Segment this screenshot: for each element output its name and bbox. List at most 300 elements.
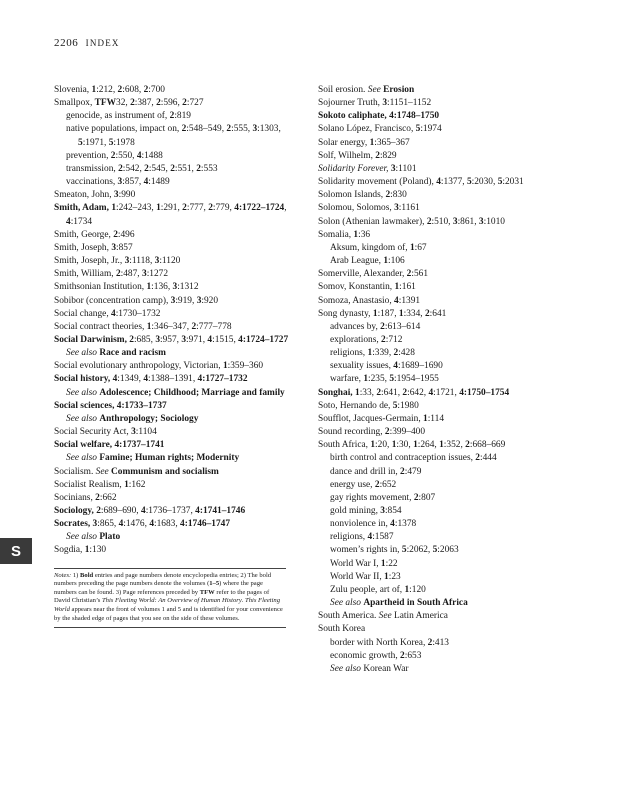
index-text-run: :551,: [174, 163, 197, 174]
index-entry: [318, 216, 568, 229]
index-text-run: 1: [370, 440, 376, 451]
index-text-run: :242–243,: [116, 203, 157, 214]
index-text-run: See also: [330, 663, 364, 674]
index-text-run: Solar energy,: [318, 137, 370, 148]
index-text-run: 2: [400, 650, 405, 661]
index-text-run: :23: [388, 571, 401, 582]
index-text-run: 3: [181, 334, 187, 345]
index-text-run: Race and racism: [99, 348, 166, 359]
index-text-run: nonviolence in,: [330, 519, 391, 530]
index-text-run: 2: [393, 348, 399, 359]
index-text-run: birth control and contraception issues,: [330, 453, 476, 464]
index-text-run: 3: [154, 256, 160, 267]
index-text-run: 2: [143, 85, 149, 95]
index-text-run: 4:1750–1754: [459, 387, 510, 398]
index-text-run: :264,: [417, 440, 440, 451]
index-text-run: 4:1722–1724: [234, 203, 285, 214]
index-text-run: :662: [99, 492, 117, 503]
index-text-run: :777,: [186, 203, 209, 214]
index-text-run: :700: [148, 85, 165, 95]
index-entry: [318, 413, 568, 426]
index-entry: [54, 373, 294, 386]
index-text-run: 3: [394, 203, 399, 214]
index-text-run: transmission,: [66, 163, 119, 174]
index-text-run: :346–347,: [151, 321, 192, 332]
index-text-run: :689–690,: [100, 506, 141, 516]
index-text-run: :387,: [134, 98, 157, 109]
index-text-run: :727: [186, 98, 204, 109]
index-text-run: 3: [131, 427, 136, 438]
index-text-run: :1974: [420, 124, 442, 135]
index-subentry: [318, 597, 568, 610]
index-text-run: 2: [374, 479, 380, 490]
index-text-run: :359–360: [227, 361, 264, 372]
index-text-run: 2: [375, 150, 380, 161]
index-text-run: :830: [390, 190, 407, 201]
index-text-run: :777–778: [196, 321, 232, 332]
index-text-run: Sokoto caliphate, 4:1748–1750: [318, 111, 440, 122]
index-text-run: 2: [376, 387, 382, 398]
index-text-run: :990: [118, 190, 136, 201]
index-text-run: 1: [384, 571, 389, 582]
index-text-run: :553: [200, 163, 218, 174]
index-entry: [54, 229, 294, 242]
index-text-run: Communism and socialism: [111, 466, 219, 477]
index-text-run: :652: [379, 479, 397, 490]
index-text-run: Socialist Realism,: [54, 479, 125, 490]
index-text-run: :1476,: [123, 519, 150, 530]
index-text-run: 4:1727–1732: [197, 374, 248, 385]
index-text-run: 2: [427, 637, 433, 648]
index-text-run: :685,: [133, 334, 156, 345]
index-text-run: ) where the page numbers can be found. 3) Page references preceded by: [54, 580, 263, 596]
index-text-run: 2: [182, 98, 187, 109]
index-text-run: :613–614: [384, 321, 421, 332]
index-text-run: :919,: [175, 295, 197, 306]
index-text-run: Socialism.: [54, 466, 96, 477]
index-text-run: :1104: [135, 427, 157, 438]
index-text-run: 5: [78, 137, 83, 148]
index-text-run: :561: [411, 269, 429, 280]
index-text-run: See also: [66, 532, 100, 543]
index-text-run: religions,: [330, 532, 368, 543]
index-entry: [318, 202, 568, 215]
index-text-run: 32,: [116, 98, 131, 109]
index-text-run: vaccinations,: [66, 177, 118, 188]
index-text-run: 4: [118, 519, 124, 530]
index-entry: [54, 518, 294, 531]
index-text-run: genocide, as instrument of,: [66, 111, 170, 122]
index-text-run: See also: [66, 348, 100, 359]
index-subentry: [318, 334, 568, 347]
index-text-run: 2: [118, 163, 123, 174]
index-subentry: [318, 518, 568, 531]
index-entry: [54, 295, 294, 308]
index-text-run: See also: [330, 598, 364, 609]
index-text-run: :1488: [141, 150, 163, 161]
index-text-run: 4: [111, 308, 116, 319]
index-text-run: Solano López, Francisco,: [318, 124, 416, 135]
index-text-run: 1: [156, 203, 161, 214]
index-text-run: Smith, George,: [54, 229, 114, 240]
index-text-run: :352,: [443, 440, 466, 451]
index-text-run: 2: [113, 229, 118, 240]
index-text-run: 5: [432, 545, 438, 556]
index-text-run: Soil erosion.: [318, 85, 368, 95]
index-subentry: [54, 413, 294, 426]
index-text-run: native populations, impact on,: [66, 124, 182, 135]
index-entry: [54, 189, 294, 202]
index-text-run: :114: [427, 413, 445, 424]
index-text-run: :413: [432, 637, 449, 648]
index-entry: [54, 268, 294, 281]
index-text-run: :542,: [122, 163, 145, 174]
index-text-run: :2062,: [406, 545, 433, 556]
index-text-run: 2: [384, 427, 390, 438]
index-text-run: 1: [439, 440, 444, 451]
index-text-run: :642,: [407, 387, 429, 398]
index-text-run: :30,: [396, 440, 414, 451]
index-text-run: Solomon Islands,: [318, 190, 386, 201]
index-text-run: Soufflot, Jacques-Germain,: [318, 413, 424, 424]
index-subentry: [318, 492, 568, 505]
index-text-run: 2: [475, 453, 480, 464]
index-text-run: :1388–1391,: [148, 374, 198, 385]
index-subentry: [318, 558, 568, 571]
index-text-run: Smith, Joseph, Jr.,: [54, 256, 125, 267]
index-subentry: [318, 571, 568, 584]
index-entry: [318, 189, 568, 202]
index-text-run: border with North Korea,: [330, 637, 428, 648]
index-text-run: :339,: [372, 348, 394, 359]
index-text-run: 2: [381, 334, 386, 345]
index-subentry: [318, 466, 568, 479]
index-subentry: [318, 321, 568, 334]
index-text-run: :2030,: [471, 177, 498, 188]
index-text-run: :1161: [398, 203, 420, 214]
index-text-run: 1: [111, 203, 116, 214]
index-text-run: 4: [136, 150, 142, 161]
index-text-run: Social welfare, 4:1737–1741: [54, 440, 165, 451]
index-text-run: advances by,: [330, 321, 381, 332]
index-text-run: 3: [111, 242, 116, 253]
index-text-run: 1: [84, 545, 90, 556]
index-text-run: :1101: [395, 163, 417, 174]
index-text-run: Solon (Athenian lawmaker),: [318, 216, 427, 227]
index-text-run: 4: [207, 334, 213, 345]
index-text-run: Plato: [99, 532, 121, 543]
index-text-run: :608,: [122, 85, 144, 95]
index-text-run: 4: [393, 361, 398, 372]
index-subentry: [318, 531, 568, 544]
index-text-run: 3: [124, 256, 130, 267]
index-text-run: Solomou, Solomos,: [318, 203, 395, 214]
index-text-run: 1–5: [209, 580, 220, 588]
index-text-run: See also: [66, 387, 100, 398]
index-entry: [54, 544, 294, 557]
index-entry: [318, 150, 568, 163]
index-text-run: gold mining,: [330, 506, 381, 516]
index-subentry: [318, 360, 568, 373]
index-text-run: :120: [409, 584, 426, 595]
index-text-run: 1: [413, 440, 418, 451]
index-text-run: Notes:: [54, 571, 72, 579]
index-text-run: :487,: [120, 269, 142, 280]
index-text-run: :1151–1152: [387, 98, 432, 109]
index-text-run: :106: [388, 256, 405, 267]
index-text-run: Sogdia,: [54, 545, 85, 556]
index-text-run: Social evolutionary anthropology, Victorian,: [54, 361, 223, 372]
index-text-run: entries and page numbers denote encyclopedia entries; 2) The bold numbers preceding the page numbers denote the volumes (: [54, 571, 272, 588]
index-text-run: Smallpox,: [54, 98, 95, 109]
index-text-run: :334,: [403, 308, 425, 319]
index-text-run: Anthropology; Sociology: [99, 413, 199, 424]
index-text-run: 5: [497, 177, 503, 188]
index-text-run: Somalia,: [318, 229, 354, 240]
index-text-run: Bold: [80, 571, 94, 579]
index-text-run: Social Darwinism,: [54, 334, 130, 345]
index-text-run: Social change,: [54, 308, 112, 319]
index-text-run: Social Security Act,: [54, 427, 132, 438]
index-text-run: 3: [172, 282, 178, 293]
index-subentry: [318, 347, 568, 360]
index-text-run: :399–400: [389, 427, 426, 438]
index-text-run: 4: [436, 177, 441, 188]
index-text-run: This Fleeting World: An Overview of Human History: [102, 597, 242, 605]
right-entries: [318, 84, 568, 676]
footnote-notes: [54, 568, 286, 624]
index-text-run: TFW: [94, 98, 116, 109]
index-text-run: Sociology,: [54, 506, 97, 516]
index-text-run: Arab League,: [330, 256, 384, 267]
index-text-run: 2: [226, 124, 232, 135]
index-text-run: 3: [390, 163, 396, 174]
index-text-run: religions,: [330, 348, 368, 359]
index-text-run: :653: [404, 650, 422, 661]
index-text-run: :920: [201, 295, 219, 306]
index-text-run: :1978: [113, 137, 135, 148]
index-text-run: 5: [389, 374, 395, 385]
index-text-run: 1: [372, 308, 378, 319]
index-text-run: 2: [402, 387, 408, 398]
index-text-run: 2: [181, 124, 187, 135]
index-entry: [54, 466, 294, 479]
index-entry: [54, 242, 294, 255]
index-text-run: Smeaton, John,: [54, 190, 114, 201]
thumb-tab: S: [0, 538, 32, 564]
index-text-run: Solidarity movement (Poland),: [318, 177, 437, 188]
index-text-run: Socinians,: [54, 492, 96, 503]
index-text-run: :1971,: [82, 137, 109, 148]
index-entry: [318, 176, 568, 189]
index-text-run: Sound recording,: [318, 427, 385, 438]
index-text-run: :162: [128, 479, 146, 490]
index-text-run: dance and drill in,: [330, 466, 401, 477]
index-subentry: [318, 373, 568, 386]
index-text-run: :1272: [146, 269, 169, 280]
index-text-run: :67: [414, 242, 427, 253]
index-text-run: 3: [452, 216, 458, 227]
index-text-run: 2: [413, 492, 419, 503]
index-text-run: See: [378, 611, 395, 622]
index-entry: [318, 400, 568, 413]
index-text-run: See also: [66, 413, 100, 424]
index-text-run: :857,: [122, 177, 144, 188]
index-text-run: Smith, William,: [54, 269, 116, 280]
index-text-run: :1377,: [440, 177, 467, 188]
index-entry: [318, 123, 568, 136]
index-text-run: :641,: [381, 387, 403, 398]
index-entry: [318, 439, 568, 452]
index-text-run: :161: [399, 282, 416, 293]
index-text-run: :1587: [372, 532, 394, 543]
index-text-run: TFW: [199, 588, 215, 596]
index-text-run: :550,: [115, 150, 137, 161]
index-subentry: [318, 584, 568, 597]
index-text-run: sexuality issues,: [330, 361, 394, 372]
index-text-run: Songhai,: [318, 387, 355, 398]
index-text-run: :2031: [502, 177, 524, 188]
index-text-run: :854: [384, 506, 402, 516]
index-text-run: 4: [367, 532, 373, 543]
index-text-run: :548–549,: [186, 124, 227, 135]
index-entry: [318, 610, 568, 623]
index-text-run: :712: [385, 334, 403, 345]
index-text-run: 3: [382, 98, 388, 109]
index-entry: [54, 505, 294, 518]
index-text-run: 5: [466, 177, 472, 188]
index-text-run: 4:1724–1727: [238, 334, 289, 345]
index-subentry: [318, 242, 568, 255]
index-text-run: 5: [108, 137, 114, 148]
index-text-run: South America.: [318, 611, 379, 622]
index-text-run: World War II,: [330, 571, 385, 582]
index-text-run: 3: [142, 269, 147, 280]
index-text-run: :1349,: [117, 374, 144, 385]
index-entry: [54, 492, 294, 505]
index-text-run: South Korea: [318, 624, 366, 635]
index-text-run: Smithsonian Institution,: [54, 282, 147, 293]
index-subentry: [54, 176, 294, 189]
index-text-run: Sojourner Truth,: [318, 98, 383, 109]
index-text-run: 4:1741–1746: [195, 506, 246, 516]
index-text-run: :291,: [160, 203, 183, 214]
index-text-run: 2: [96, 506, 101, 516]
index-subentry: [318, 544, 568, 557]
index-text-run: :1489: [148, 177, 170, 188]
index-text-run: :545,: [148, 163, 171, 174]
index-text-run: 4: [143, 177, 149, 188]
index-entry: [54, 97, 294, 110]
index-text-run: women’s rights in,: [330, 545, 402, 556]
index-text-run: :1391: [398, 295, 421, 306]
index-text-run: 1: [423, 413, 428, 424]
index-subentry: [318, 663, 568, 676]
index-text-run: 2: [169, 111, 175, 122]
index-text-run: 2: [117, 85, 123, 95]
index-text-run: 5: [401, 545, 407, 556]
index-text-run: :1120: [159, 256, 181, 267]
index-entry: [54, 281, 294, 294]
index-text-run: 4:1746–1747: [180, 519, 231, 530]
index-text-run: 1: [146, 321, 152, 332]
index-entry: [54, 255, 294, 268]
index-text-run: :861,: [457, 216, 479, 227]
index-text-run: :496: [117, 229, 135, 240]
index-text-run: :1312: [177, 282, 199, 293]
index-entry: [54, 202, 294, 228]
index-text-run: :510,: [431, 216, 453, 227]
index-text-run: :596,: [160, 98, 183, 109]
index-text-run: :957,: [160, 334, 182, 345]
index-text-run: 1: [394, 282, 400, 293]
index-text-run: warfare,: [330, 374, 364, 385]
index-text-run: This Fleeting World: [54, 597, 281, 613]
index-text-run: 1: [222, 361, 228, 372]
index-text-run: :819: [174, 111, 191, 122]
index-text-run: :22: [385, 558, 398, 569]
index-text-run: 1: [353, 229, 359, 240]
index-text-run: Solf, Wilhelm,: [318, 150, 376, 161]
index-text-run: Adolescence; Childhood; Marriage and family: [99, 387, 285, 398]
index-text-run: 3: [117, 177, 123, 188]
index-text-run: Social contract theories,: [54, 321, 147, 332]
index-text-run: 4: [66, 216, 71, 227]
index-text-run: 1: [124, 479, 129, 490]
index-text-run: Somerville, Alexander,: [318, 269, 407, 280]
index-entry: [318, 281, 568, 294]
index-text-run: 4: [143, 374, 149, 385]
index-text-run: 2: [426, 216, 432, 227]
index-text-run: :2063: [437, 545, 459, 556]
index-text-run: 2: [170, 163, 175, 174]
index-text-run: See also: [66, 453, 100, 464]
index-text-run: :829: [379, 150, 397, 161]
index-text-run: .: [241, 597, 246, 605]
index-text-run: :212,: [96, 85, 118, 95]
index-entry: [318, 137, 568, 150]
index-text-run: 3: [155, 334, 160, 345]
index-text-run: :555,: [231, 124, 253, 135]
index-text-run: Song dynasty,: [318, 308, 373, 319]
index-text-run: :1689–1690: [397, 361, 443, 372]
index-text-run: :1954–1955: [394, 374, 439, 385]
index-entry: [54, 334, 294, 347]
index-text-run: Socrates,: [54, 519, 93, 530]
index-text-run: 2: [465, 440, 470, 451]
index-text-run: Solidarity Forever,: [318, 163, 391, 174]
index-text-run: 2: [191, 321, 197, 332]
index-entry: [318, 308, 568, 321]
index-text-run: 1: [391, 440, 397, 451]
index-text-run: :668–669: [469, 440, 506, 451]
index-text-run: 1: [380, 558, 386, 569]
index-subentry: [318, 255, 568, 268]
index-entry: [318, 387, 568, 400]
index-text-run: 1: [409, 242, 415, 253]
index-text-run: :1980: [397, 400, 419, 411]
index-subentry: [54, 347, 294, 360]
index-text-run: :1515,: [212, 334, 239, 345]
index-subentry: [54, 110, 294, 123]
index-subentry: [54, 531, 294, 544]
index-text-run: Smith, Joseph,: [54, 242, 112, 253]
index-text-run: energy use,: [330, 479, 375, 490]
index-text-run: 4: [390, 519, 395, 530]
index-text-run: :428: [398, 348, 415, 359]
index-text-run: explorations,: [330, 334, 382, 345]
index-text-run: :641: [429, 308, 447, 319]
